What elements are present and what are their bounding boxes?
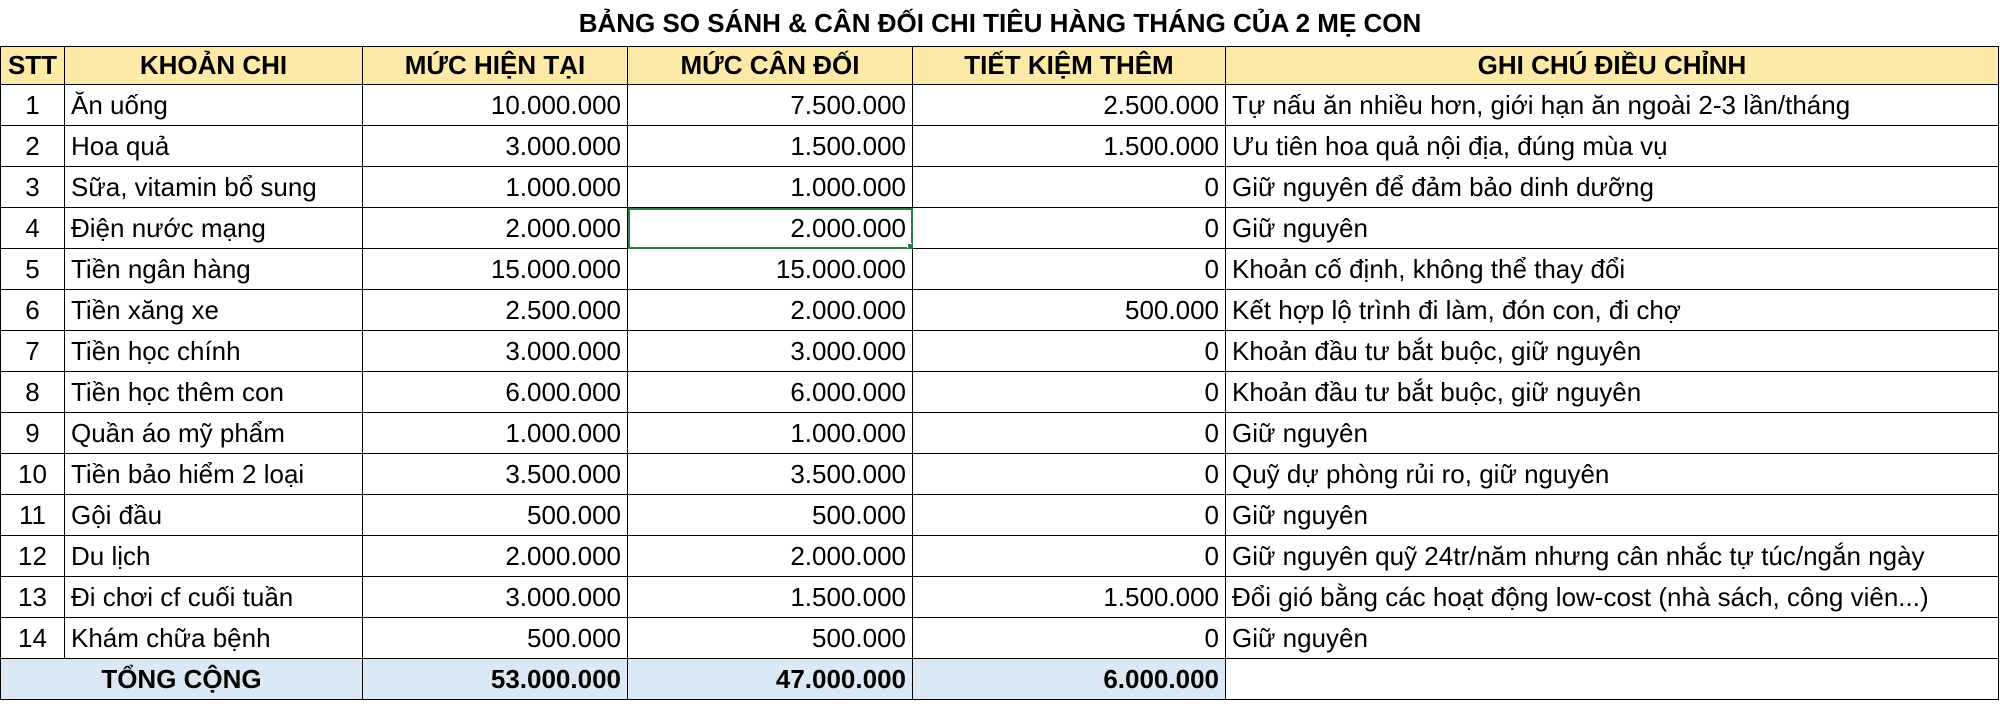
cell-current[interactable]: 3.500.000 xyxy=(363,454,628,495)
cell-item[interactable]: Du lịch xyxy=(65,536,363,577)
cell-balanced[interactable]: 7.500.000 xyxy=(628,85,913,126)
cell-saving[interactable]: 1.500.000 xyxy=(913,126,1226,167)
cell-stt[interactable]: 1 xyxy=(1,85,65,126)
sheet-title[interactable]: BẢNG SO SÁNH & CÂN ĐỐI CHI TIÊU HÀNG THÁNG CỦA 2 MẸ CON xyxy=(578,7,1422,38)
cell-current[interactable]: 1.000.000 xyxy=(363,167,628,208)
cell-saving[interactable]: 500.000 xyxy=(913,290,1226,331)
table-row xyxy=(1,331,1999,372)
cell-saving[interactable]: 0 xyxy=(913,331,1226,372)
cell-item[interactable]: Ăn uống xyxy=(65,85,363,126)
cell-current[interactable]: 2.500.000 xyxy=(363,290,628,331)
cell-saving[interactable]: 0 xyxy=(913,495,1226,536)
cell-stt[interactable]: 12 xyxy=(1,536,65,577)
cell-balanced[interactable]: 2.000.000 xyxy=(628,536,913,577)
cell-current[interactable]: 500.000 xyxy=(363,618,628,659)
cell-current[interactable]: 500.000 xyxy=(363,495,628,536)
cell-current[interactable]: 1.000.000 xyxy=(363,413,628,454)
cell-stt[interactable]: 11 xyxy=(1,495,65,536)
cell-current[interactable]: 3.000.000 xyxy=(363,577,628,618)
cell-stt[interactable]: 6 xyxy=(1,290,65,331)
cell-balanced[interactable]: 2.000.000 xyxy=(628,208,913,249)
cell-item[interactable]: Gội đầu xyxy=(65,495,363,536)
cell-balanced[interactable]: 1.500.000 xyxy=(628,577,913,618)
cell-stt[interactable]: 14 xyxy=(1,618,65,659)
cell-item[interactable]: Điện nước mạng xyxy=(65,208,363,249)
cell-saving[interactable]: 0 xyxy=(913,249,1226,290)
cell-current[interactable]: 3.000.000 xyxy=(363,331,628,372)
cell-note[interactable]: Giữ nguyên xyxy=(1226,413,1999,454)
header-note[interactable]: GHI CHÚ ĐIỀU CHỈNH xyxy=(1226,47,1999,85)
cell-saving[interactable]: 0 xyxy=(913,167,1226,208)
cell-saving[interactable]: 0 xyxy=(913,372,1226,413)
cell-stt[interactable]: 4 xyxy=(1,208,65,249)
cell-balanced[interactable]: 500.000 xyxy=(628,495,913,536)
cell-stt[interactable]: 9 xyxy=(1,413,65,454)
header-row xyxy=(1,47,1999,85)
header-current[interactable]: MỨC HIỆN TẠI xyxy=(363,47,628,85)
header-balanced[interactable]: MỨC CÂN ĐỐI xyxy=(628,47,913,85)
cell-item[interactable]: Tiền ngân hàng xyxy=(65,249,363,290)
cell-stt[interactable]: 8 xyxy=(1,372,65,413)
cell-note[interactable]: Tự nấu ăn nhiều hơn, giới hạn ăn ngoài 2-3 lần/tháng xyxy=(1226,85,1999,126)
cell-current[interactable]: 3.000.000 xyxy=(363,126,628,167)
total-row xyxy=(1,659,1999,700)
cell-item[interactable]: Đi chơi cf cuối tuần xyxy=(65,577,363,618)
cell-saving[interactable]: 0 xyxy=(913,454,1226,495)
table-row xyxy=(1,249,1999,290)
header-saving[interactable]: TIẾT KIỆM THÊM xyxy=(913,47,1226,85)
cell-saving[interactable]: 0 xyxy=(913,208,1226,249)
cell-stt[interactable]: 5 xyxy=(1,249,65,290)
cell-note[interactable]: Giữ nguyên xyxy=(1226,208,1999,249)
cell-balanced[interactable]: 1.000.000 xyxy=(628,167,913,208)
cell-note[interactable]: Ưu tiên hoa quả nội địa, đúng mùa vụ xyxy=(1226,126,1999,167)
cell-note[interactable]: Kết hợp lộ trình đi làm, đón con, đi chợ xyxy=(1226,290,1999,331)
cell-stt[interactable]: 13 xyxy=(1,577,65,618)
cell-saving[interactable]: 2.500.000 xyxy=(913,85,1226,126)
cell-note[interactable]: Quỹ dự phòng rủi ro, giữ nguyên xyxy=(1226,454,1999,495)
total-note[interactable] xyxy=(1226,659,1999,700)
expense-table xyxy=(0,46,1999,700)
cell-balanced[interactable]: 2.000.000 xyxy=(628,290,913,331)
cell-note[interactable]: Đổi gió bằng các hoạt động low-cost (nhà sách, công viên...) xyxy=(1226,577,1999,618)
table-row xyxy=(1,618,1999,659)
cell-current[interactable]: 2.000.000 xyxy=(363,208,628,249)
total-label[interactable]: TỔNG CỘNG xyxy=(1,659,363,700)
cell-stt[interactable]: 7 xyxy=(1,331,65,372)
cell-saving[interactable]: 1.500.000 xyxy=(913,577,1226,618)
cell-item[interactable]: Tiền học chính xyxy=(65,331,363,372)
cell-item[interactable]: Quần áo mỹ phẩm xyxy=(65,413,363,454)
cell-balanced[interactable]: 15.000.000 xyxy=(628,249,913,290)
cell-current[interactable]: 2.000.000 xyxy=(363,536,628,577)
table-row xyxy=(1,167,1999,208)
cell-item[interactable]: Tiền xăng xe xyxy=(65,290,363,331)
cell-balanced[interactable]: 1.000.000 xyxy=(628,413,913,454)
cell-note[interactable]: Giữ nguyên xyxy=(1226,618,1999,659)
cell-stt[interactable]: 2 xyxy=(1,126,65,167)
cell-balanced[interactable]: 3.500.000 xyxy=(628,454,913,495)
header-stt[interactable]: STT xyxy=(1,47,65,85)
cell-current[interactable]: 15.000.000 xyxy=(363,249,628,290)
table-row xyxy=(1,577,1999,618)
cell-note[interactable]: Giữ nguyên xyxy=(1226,495,1999,536)
table-row xyxy=(1,126,1999,167)
table-row xyxy=(1,372,1999,413)
cell-saving[interactable]: 0 xyxy=(913,536,1226,577)
table-row xyxy=(1,413,1999,454)
cell-current[interactable]: 6.000.000 xyxy=(363,372,628,413)
cell-saving[interactable]: 0 xyxy=(913,618,1226,659)
cell-item[interactable]: Tiền học thêm con xyxy=(65,372,363,413)
table-row xyxy=(1,454,1999,495)
table-row xyxy=(1,536,1999,577)
cell-note[interactable]: Giữ nguyên để đảm bảo dinh dưỡng xyxy=(1226,167,1999,208)
cell-balanced[interactable]: 1.500.000 xyxy=(628,126,913,167)
cell-note[interactable]: Khoản đầu tư bắt buộc, giữ nguyên xyxy=(1226,372,1999,413)
cell-note[interactable]: Khoản cố định, không thể thay đổi xyxy=(1226,249,1999,290)
cell-balanced[interactable]: 6.000.000 xyxy=(628,372,913,413)
cell-current[interactable]: 10.000.000 xyxy=(363,85,628,126)
cell-note[interactable]: Khoản đầu tư bắt buộc, giữ nguyên xyxy=(1226,331,1999,372)
cell-item[interactable]: Sữa, vitamin bổ sung xyxy=(65,167,363,208)
cell-item[interactable]: Khám chữa bệnh xyxy=(65,618,363,659)
header-item[interactable]: KHOẢN CHI xyxy=(65,47,363,85)
cell-saving[interactable]: 0 xyxy=(913,413,1226,454)
table-row xyxy=(1,290,1999,331)
cell-item[interactable]: Hoa quả xyxy=(65,126,363,167)
table-row xyxy=(1,495,1999,536)
total-saving[interactable]: 6.000.000 xyxy=(913,659,1226,700)
fill-handle[interactable] xyxy=(907,243,913,249)
total-balanced[interactable]: 47.000.000 xyxy=(628,659,913,700)
table-row xyxy=(1,85,1999,126)
cell-balanced[interactable]: 500.000 xyxy=(628,618,913,659)
total-current[interactable]: 53.000.000 xyxy=(363,659,628,700)
cell-item[interactable]: Tiền bảo hiểm 2 loại xyxy=(65,454,363,495)
cell-stt[interactable]: 10 xyxy=(1,454,65,495)
cell-note[interactable]: Giữ nguyên quỹ 24tr/năm nhưng cân nhắc tự túc/ngắn ngày xyxy=(1226,536,1999,577)
cell-stt[interactable]: 3 xyxy=(1,167,65,208)
cell-balanced[interactable]: 3.000.000 xyxy=(628,331,913,372)
table-row xyxy=(1,208,1999,249)
